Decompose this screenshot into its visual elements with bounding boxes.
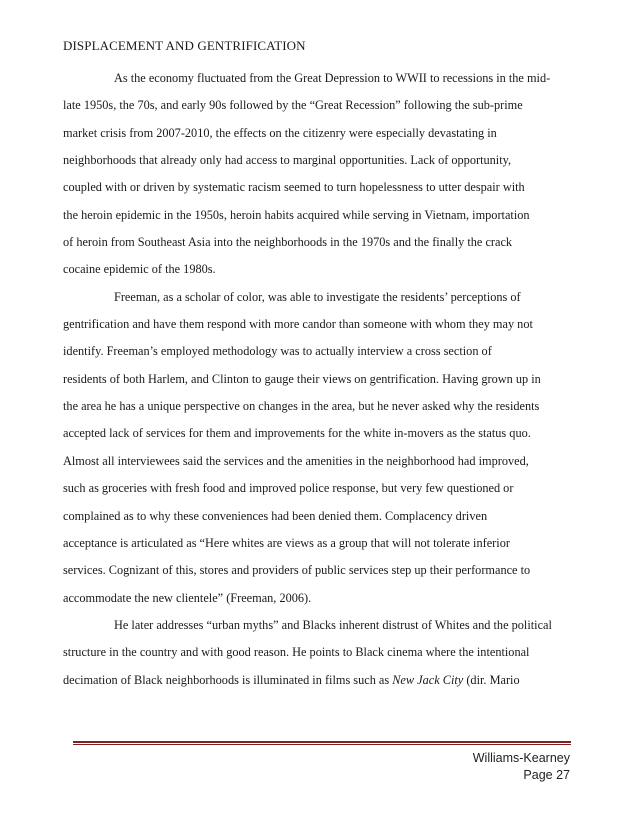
paragraph-line: services. Cognizant of this, stores and providers of public services step up their performance to bbox=[63, 563, 531, 578]
paragraph-line: the heroin epidemic in the 1950s, heroin habits acquired while serving in Vietnam, importation bbox=[63, 207, 530, 222]
paragraph-line: cocaine epidemic of the 1980s. bbox=[63, 262, 216, 277]
line-text: (dir. Mario bbox=[463, 672, 520, 687]
paragraph-line: market crisis from 2007-2010, the effects on the citizenry were especially devastating in bbox=[63, 125, 497, 140]
paragraph-line: accommodate the new clientele” (Freeman, 2006). bbox=[63, 590, 312, 605]
paragraph-line-last bbox=[63, 670, 583, 697]
paragraph-line: acceptance is articulated as “Here whites are views as a group that will not tolerate inferior bbox=[63, 535, 510, 550]
paragraph-line: gentrification and have them respond with more candor than someone with whom they may not bbox=[63, 317, 533, 332]
paragraph-line: accepted lack of services for them and improvements for the white in-movers as the status quo. bbox=[63, 426, 531, 441]
page-footer bbox=[473, 750, 570, 784]
paragraph-line: As the economy fluctuated from the Great Depression to WWII to recessions in the mid- bbox=[114, 71, 551, 85]
page-number: Page 27 bbox=[523, 768, 570, 782]
paragraph-line: He later addresses “urban myths” and Blacks inherent distrust of Whites and the political bbox=[114, 617, 552, 632]
paragraph-line: of heroin from Southeast Asia into the neighborhoods in the 1970s and the finally the crack bbox=[63, 235, 513, 250]
paragraph-line: such as groceries with fresh food and improved police response, but very few questioned or bbox=[63, 481, 514, 496]
paragraph-line: identify. Freeman’s employed methodology was to actually interview a cross section of bbox=[63, 344, 492, 359]
running-head: DISPLACEMENT AND GENTRIFICATION bbox=[63, 38, 306, 53]
paragraph-line: the area he has a unique perspective on changes in the area, but he never asked why the residents bbox=[63, 399, 540, 414]
paragraph-line: late 1950s, the 70s, and early 90s followed by the “Great Recession” following the sub-prime bbox=[63, 98, 523, 113]
body-text bbox=[63, 68, 583, 697]
footer-author: Williams-Kearney bbox=[472, 751, 570, 765]
footer-rule-thin bbox=[73, 744, 571, 745]
line-text: decimation of Black neighborhoods is illuminated in films such as bbox=[63, 672, 393, 687]
footer-rule bbox=[73, 741, 571, 743]
paragraph-line: residents of both Harlem, and Clinton to gauge their views on gentrification. Having grown up in bbox=[63, 371, 541, 386]
paragraph-line: Almost all interviewees said the services and the amenities in the neighborhood had improved, bbox=[63, 453, 529, 468]
film-title: New Jack City bbox=[392, 672, 464, 687]
paragraph-line: complained as to why these conveniences had been denied them. Complacency driven bbox=[63, 508, 488, 523]
paragraph-line: Freeman, as a scholar of color, was able to investigate the residents’ perceptions of bbox=[114, 289, 521, 304]
paragraph-line: neighborhoods that already only had access to marginal opportunities. Lack of opportunity, bbox=[63, 153, 512, 168]
paragraph-line: coupled with or driven by systematic racism seemed to turn hopelessness to utter despair with bbox=[63, 180, 525, 195]
paragraph-line: structure in the country and with good reason. He points to Black cinema where the intentional bbox=[63, 645, 530, 660]
